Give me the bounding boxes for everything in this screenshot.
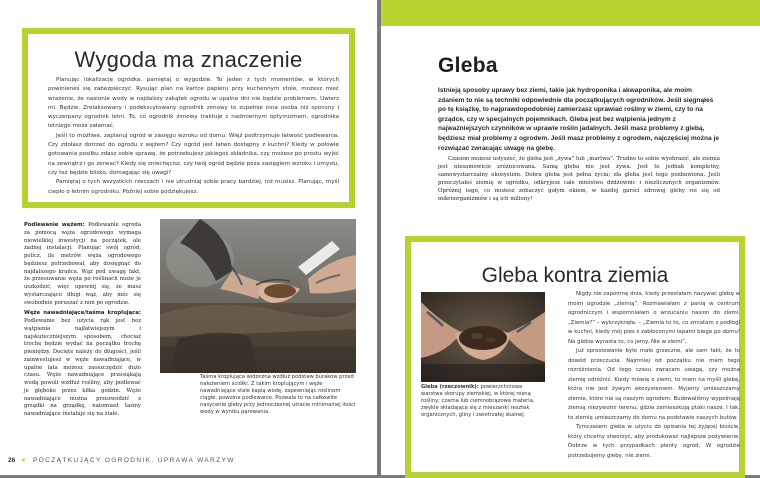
- wygoda-paragraph-3: Pamiętaj o tych wszystkich rzeczach i nie utrudniaj sobie pracy bardziej, niż musisz. Planując, myśl ciepło o letnim ogrodniku. Później sobie podziękujesz.: [48, 179, 339, 195]
- footer-running-title: POCZĄTKUJĄCY OGRODNIK. UPRAWA WARZYW: [32, 457, 235, 464]
- header-accent-bar: [381, 0, 760, 26]
- gleba-kontra-paragraph-3: Tymczasem gleba w użyciu do opisania tej żyjącej bioście, który chcemy stworzyć, aby produkować najlepsze pożywienie. Dobrze w tych przypadkach plenty ogród. W ogrodzie potrzebujemy gleby, nie ziemi.: [568, 424, 740, 459]
- watering-hose-label: Podlewanie wężem:: [24, 222, 85, 228]
- wygoda-paragraph-1: Planując lokalizację ogródka, pamiętaj o wygodzie. To jeden z tych momentów, w których powinieneś się zabezpieczyć. Rysując plan na kartce papieru przy kuchennym stole, możesz mieć wrażenie, że nasionie wody w najdalszy zakątek ogrodu w upalne dni nie będzie problemem. Uwierz mi. Będzie. Zrelaksowany i podekscytowany ogrodnik zimowy to zupełnie inna osoba niż spocony i wyczerpany ogrodnik letni. To, co ogrodnik zimowy traktuje z nadmiernym optymizmem, ogrodnika letniego może załamać.: [48, 77, 339, 130]
- watering-hose-paragraph: [24, 222, 141, 307]
- photo-hands-soil-image: [421, 292, 545, 382]
- wygoda-paragraph-2: Jeśli to możliwe, zaplanuj ogród w zasięgu wzroku od domu. Więź podtrzymuje łatwość podlewania. Czy zdołasz dotrzeć do ogrodu z wężem? Czy ogród jest łatwo dostępny z kuchni? Kiedy w połowie gotowania posiłku zdasz sobie sprawę, że potrzebujesz jakiegoś składnika, czy możesz po prostu wyjść na zewnątrz i go zerwać? Kiedy się zniechęcisz, czy twój ogród będzie poza zasięgiem wzroku i umysłu, czy też będzie blisko, domagając się uwagi?: [48, 132, 339, 176]
- gleba-intro-text: Istnieją sposoby uprawy bez ziemi, takie jak hydroponika i akwaponika, ale moim zdaniem to nie są techniki odpowiednie dla początkujących ogrodników. Jeśli sięgnąłeś po tę książkę, to najprawdopodobniej zamierzasz uprawiać rośliny w ziemi, czy to na grządce, czy w specjalnych pojemnikach. Gleba jest bez wątpienia jednym z najważniejszych czynników w uprawie roślin jadalnych. Jeśli masz problemy z glebą, będziesz miał problemy z ogrodem. Jeśli masz problemy z ogrodem, najczęściej można je rozwiązać zwracając uwagę na glebę.: [438, 87, 720, 152]
- photo2-caption-label: Gleba (rzeczownik):: [421, 384, 479, 390]
- photo-hands-soil: [421, 292, 545, 382]
- page-number: 26: [8, 457, 16, 464]
- page-footer-left: [8, 457, 235, 464]
- gleba-kontra-paragraph-2: Już sprostowanie było mało grzeczne, ale sam fakt, że to dowód przeczucia. Najmniej od początku nie mam tego rozróżnienia. Od tego czasu zwracam uwagę, czy można ziemię odróżnić. Kiedy mówię o ziemi, to mam na myśli glebę, która nie jest żywym ekosystemem. Myjemy umieszczamy ziemie, które nie są naszym ogrodem. Budowaliśmy wypełniają ziemią niezywotni terenu, gdzie zamieszkują ptaki nasze. I tak, to ziemię umieszczamy do domu na podstawie naszych butów.: [568, 348, 740, 421]
- watering-column: [24, 222, 141, 422]
- photo2-caption-text: powierzchniowa warstwa skorupy ziemskiej, w której rosną rośliny; czarna lub ciemnobrązowa materia, zwykle składająca się z mieszanki resztek organicznych, gliny i zwietrzałej skalnej.: [421, 384, 535, 419]
- heart-icon: ♥: [21, 457, 27, 464]
- gleba-kontra-ziemia-title: Gleba kontra ziemia: [481, 264, 669, 287]
- left-page: [0, 0, 377, 475]
- gleba-kontra-ziemia-text: [568, 290, 740, 461]
- photo1-caption: Taśma kroplująca widoczna wzdłuż podstaw buraków przed nałożeniem ściółki. Z takim kroplującym i węże nawadniające stale kapią wodę, zapewniając roślinom ciągłe, powolne podlewanie. Pozwala to na całkowite nasycenie gleby przy jednoczesnej utracie minimalnej ilości wody w wyniku parowania.: [200, 374, 356, 416]
- gleba-section-title: Gleba: [438, 54, 498, 77]
- wygoda-box-text: [48, 76, 339, 197]
- photo2-caption: [421, 384, 545, 419]
- photo-hands-seedling-soil-image: [160, 219, 356, 373]
- photo-hands-seedling-soil: [160, 219, 356, 373]
- drip-tape-label: Węże nawadniające/taśma kroplująca:: [24, 310, 141, 317]
- drip-tape-text: Podlewanie bez użycia rąk jest bez wątpienia najłatwiejszym i najskuteczniejszym sposobem, chociaż trochę będzie wydać na początku trochę pieniędzy. Docięte należy do długości, jeśli zainwestujesz w węże nawadniające, w upalne lata możesz zaoszczędzić dużo czasu. Węże nawadniające przesiąkają wodą powoli wzdłuż rośliny, aby podlewać je głęboko przez kilka godzin. Węże nawadniające można przezwodzić z grządki na grządkę, natomiast taśmy nawadniające instaluje się na stałe.: [24, 318, 141, 417]
- wygoda-box: [22, 28, 355, 208]
- gleba-kontra-paragraph-1: Nigdy nie zapomnę dnia, kiedy przestałam nazywać glebę w moim ogrodzie „ziemią”. Rozmawiałam z panią w centrum ogrodniczym i wspomniałam o wrzucaniu nasion do ziemi. „Ziemia?” – wykrzyknęła. – „Ziemia to to, co zmiatam z podłogi w kuchni, kiedy mój pies z zabłoconymi łapami biega po domu! Na glebie wyrasta to, co jemy. Nie w ziemi”.: [568, 291, 740, 345]
- wygoda-box-title: Wygoda ma znaczenie: [74, 47, 303, 72]
- watering-hose-text: Podlewanie ogroda za pomocą węża ogrodowego wymaga niewielkiej inwestycji na początek, ale żadnej instalacji. Planując swój ogród, policz, ile metrów węża ogrodowego będziesz potrzebował, aby dosięgnąć do najdalszego krańca. Wąż pod uwagę fakt, że przesuwanie węża po roślinach może je uszkodzić, więc upewnij się, że masz wystarczająco długi wąż, aby móc się swobodnie poruszać z nim po ogrodzie.: [24, 222, 141, 306]
- drip-tape-paragraph: [24, 310, 141, 419]
- gleba-body-text: Czasem możesz usłyszeć, że gleba jest „żywa” lub „martwa”. Trudno to sobie wyobrazić, ale ziemia jest niesamowicie zróżnicowana. Samą gleba nie jest żywa. Jest to jednak kompletny, samowystarczalny ekosystem. Dobra gleba jest pełna życia; zła gleba jest tego pozbawiona. Jeśli przeczytałeś ziemię w ogródku, odkryjesz całe mnóstwo dżdżownic i niezliczonych organizmów. Opróżnij tego, co możesz zobaczyć gołym okiem, w każdej garści zdrowej gleby roi się od mikroorganizmów i są ich miliony!: [438, 156, 720, 202]
